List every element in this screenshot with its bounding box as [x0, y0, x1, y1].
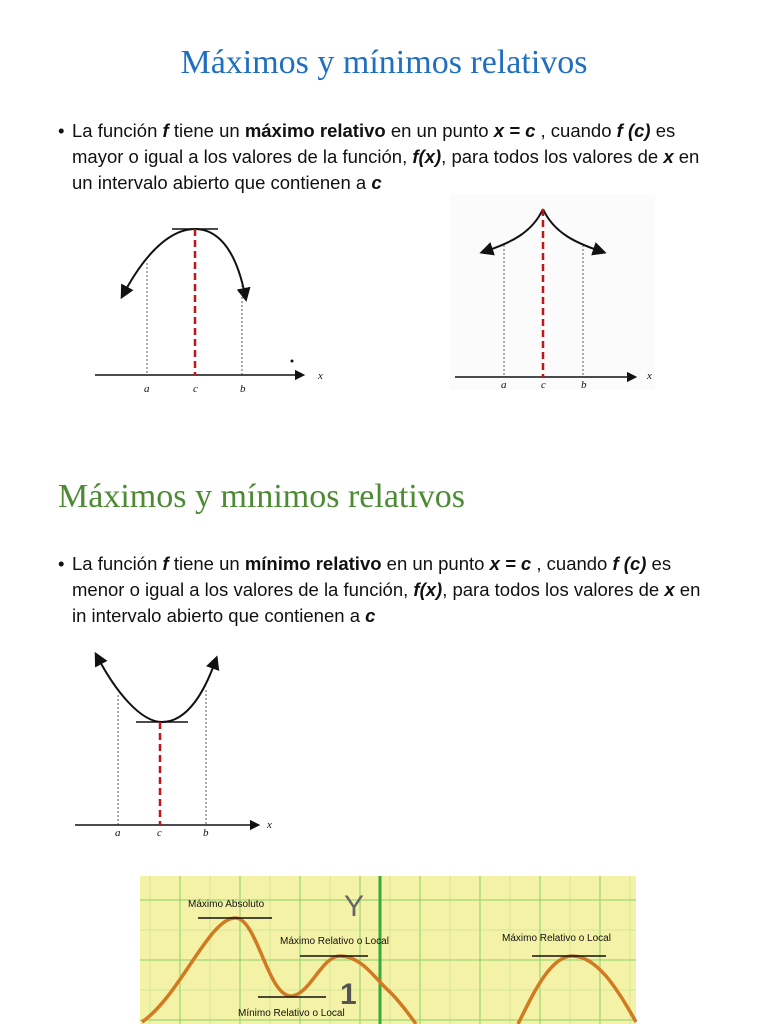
- text-run: en in intervalo abierto que contienen a: [72, 579, 701, 626]
- label-c: c: [157, 827, 162, 839]
- text-run: es mayor o igual a los valores de la función,: [72, 120, 676, 167]
- label-a: a: [115, 827, 121, 839]
- text-run: x = c: [493, 120, 536, 141]
- one-label: 1: [340, 978, 357, 1011]
- text-run: mínimo relativo: [244, 553, 382, 574]
- bullet-dot: •: [58, 120, 65, 141]
- text-run: f (c): [612, 553, 647, 574]
- text-run: f(x): [412, 146, 442, 167]
- definition-text: [58, 118, 718, 196]
- max-graph-cusp: [450, 195, 665, 400]
- text-run: x = c: [489, 553, 532, 574]
- text-run: , cuando: [531, 553, 613, 574]
- text-run: x: [663, 146, 674, 167]
- text-run: x: [664, 579, 675, 600]
- slide2-title: Máximos y mínimos relativos: [58, 478, 466, 515]
- definition-text: [58, 551, 718, 629]
- text-run: f: [162, 120, 169, 141]
- y-axis-label: Y: [344, 890, 365, 923]
- text-run: f (c): [616, 120, 651, 141]
- label-a: a: [501, 379, 507, 391]
- text-run: en un intervalo abierto que contienen a: [72, 146, 700, 193]
- label-x: x: [267, 819, 272, 831]
- text-run: c: [365, 605, 376, 626]
- text-run: c: [371, 172, 382, 193]
- text-run: f: [162, 553, 169, 574]
- min-curve: [98, 658, 215, 722]
- label-b: b: [203, 827, 209, 839]
- bullet-dot: •: [58, 553, 65, 574]
- text-run: en un punto: [385, 120, 494, 141]
- text-run: , cuando: [535, 120, 617, 141]
- label-a: a: [144, 383, 150, 395]
- max-absoluto-label: Máximo Absoluto: [188, 899, 265, 910]
- text-run: La función: [72, 120, 163, 141]
- min-graph: [70, 650, 285, 840]
- text-run: , para todos los valores de: [442, 579, 665, 600]
- text-run: es menor o igual a los valores de la función,: [72, 553, 672, 600]
- text-run: , para todos los valores de: [441, 146, 664, 167]
- text-run: máximo relativo: [244, 120, 386, 141]
- dot-mark: [291, 360, 294, 363]
- text-run: f(x): [413, 579, 443, 600]
- text-run: La función: [72, 553, 163, 574]
- label-x: x: [647, 370, 652, 382]
- label-b: b: [581, 379, 587, 391]
- slide2-definition: [58, 551, 718, 629]
- label-b: b: [240, 383, 246, 395]
- max-relativo-1-label: Máximo Relativo o Local: [280, 936, 389, 947]
- text-run: en un punto: [381, 553, 490, 574]
- label-x: x: [318, 370, 323, 382]
- min-relativo-label: Mínimo Relativo o Local: [238, 1008, 345, 1019]
- graph-paper-figure: [140, 876, 636, 1024]
- slide1-title: Máximos y mínimos relativos: [180, 44, 588, 81]
- label-c: c: [193, 383, 198, 395]
- max-relativo-2-label: Máximo Relativo o Local: [502, 933, 611, 944]
- label-c: c: [541, 379, 546, 391]
- text-run: tiene un: [168, 553, 245, 574]
- max-graph-smooth: [90, 215, 340, 400]
- text-run: tiene un: [168, 120, 245, 141]
- slide1-definition: [58, 118, 718, 196]
- max-curve: [124, 229, 245, 295]
